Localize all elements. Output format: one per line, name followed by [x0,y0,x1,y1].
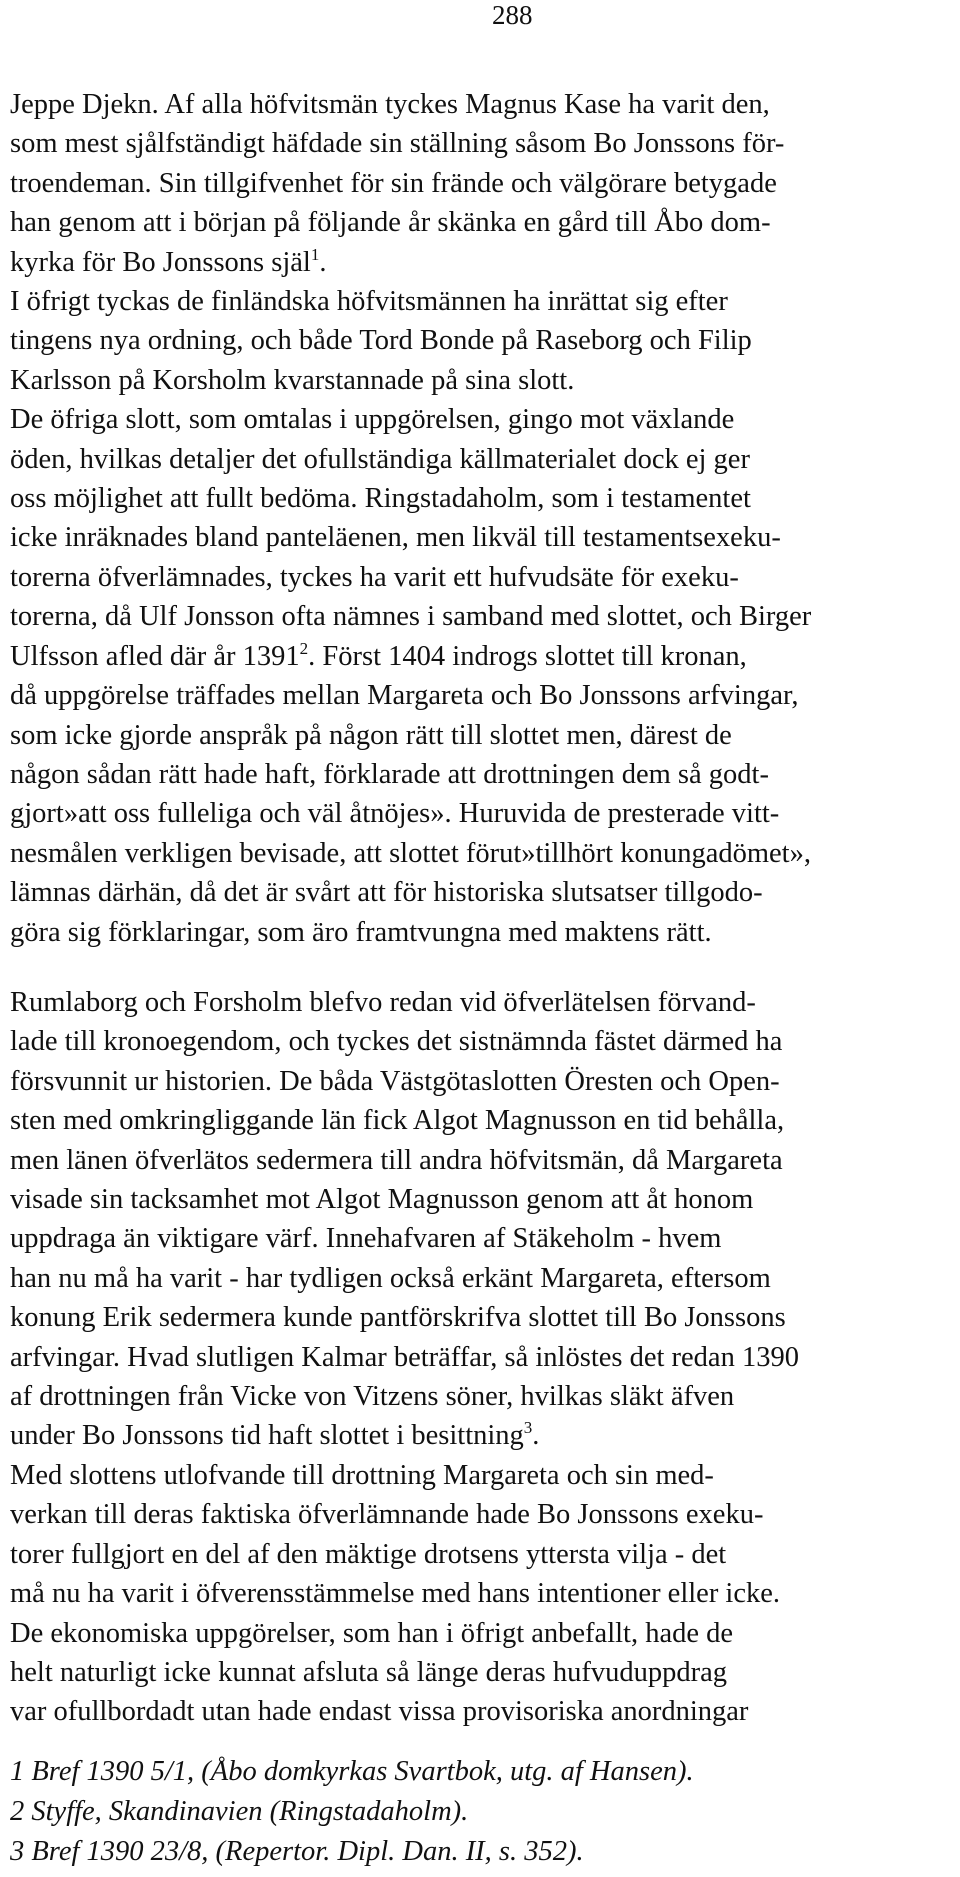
text-run: sten med omkringliggande län fick Algot Magnusson en tid behålla, [10,1105,785,1137]
text-run: var ofullbordadt utan hade endast vissa provisoriska anordningar [10,1696,749,1728]
text-run: torer fullgjort en del af den mäktige drotsens yttersta vilja - det [10,1538,727,1570]
page-number: 288 [492,0,533,30]
text-run: oss möjlighet att fullt bedöma. Ringstadaholm, som i testamentet [10,483,751,515]
text-line [10,1456,955,1495]
footnote: 3 Bref 1390 23/8, (Repertor. Dipl. Dan. II, s. 352). [10,1836,584,1867]
body-paragraph-2 [10,983,955,1732]
text-run: lämnas därhän, då det är svårt att för historiska slutsatser tillgodo- [10,877,763,909]
text-run: uppdraga än viktigare värf. Innehafvaren af Stäkeholm - hvem [10,1223,722,1255]
text-line [10,676,955,715]
text-line [10,400,955,439]
text-line [10,1495,955,1534]
footnote-ref: 3 [523,1418,533,1438]
footnote: 1 Bref 1390 5/1, (Åbo domkyrkas Svartbok, utg. af Hansen). [10,1756,694,1787]
text-run: men länen öfverlätos sedermera till andra höfvitsmän, då Margareta [10,1144,783,1176]
text-run: icke inräknades bland panteläenen, men likväl till testamentsexeku- [10,522,781,554]
text-line [10,124,955,163]
text-line [10,716,955,755]
text-run: I öfrigt tyckas de finländska höfvitsmännen ha inrättat sig efter [10,286,728,318]
text-line [10,203,955,242]
text-line [10,1141,955,1180]
footnote: 2 Styffe, Skandinavien (Ringstadaholm). [10,1796,469,1827]
text-run: under Bo Jonssons tid haft slottet i besittning [10,1420,524,1452]
text-line [10,321,955,360]
text-line [10,637,955,676]
text-run: som mest sjålfständigt häfdade sin ställning såsom Bo Jonssons för- [10,128,785,160]
text-run: . Först 1404 indrogs slottet till kronan, [308,640,747,672]
text-run: någon sådan rätt hade haft, förklarade att drottningen dem så godt- [10,758,769,790]
text-run: arfvingar. Hvad slutligen Kalmar beträffar, så inlöstes det redan 1390 [10,1341,799,1373]
text-line [10,361,955,400]
text-line [10,794,955,833]
text-run: torerna öfverlämnades, tyckes ha varit ett hufvudsäte för exeku- [10,561,739,593]
text-run: helt naturligt icke kunnat afsluta så länge deras hufvuduppdrag [10,1656,728,1688]
text-line [10,755,955,794]
text-line [10,85,955,124]
text-run: lade till kronoegendom, och tyckes det sistnämnda fästet därmed ha [10,1026,783,1058]
text-run: gjort»att oss fulleliga och väl åtnöjes». Huruvida de presterade vitt- [10,798,780,830]
text-line [10,1180,955,1219]
text-run: han genom att i början på följande år skänka en gård till Åbo dom- [10,207,771,239]
text-run: må nu ha varit i öfverensstämmelse med hans intentioner eller icke. [10,1578,781,1610]
text-line [10,1259,955,1298]
text-run: verkan till deras faktiska öfverlämnande hade Bo Jonssons exeku- [10,1499,764,1531]
footnotes [10,1752,694,1872]
text-run: visade sin tacksamhet mot Algot Magnusson genom att åt honom [10,1184,754,1216]
text-run: då uppgörelse träffades mellan Margareta och Bo Jonssons arfvingar, [10,680,799,712]
text-line [10,1219,955,1258]
text-run: som icke gjorde anspråk på någon rätt till slottet men, därest de [10,719,732,751]
text-run: Med slottens utlofvande till drottning Margareta och sin med- [10,1459,714,1491]
text-run: göra sig förklaringar, som äro framtvungna med maktens rätt. [10,916,712,948]
text-run: af drottningen från Vicke von Vitzens söner, hvilkas släkt äfven [10,1381,735,1413]
text-line [10,440,955,479]
body-paragraph-1 [10,85,955,952]
text-line [10,1614,955,1653]
text-run: han nu må ha varit - har tydligen också erkänt Margareta, eftersom [10,1262,771,1294]
text-run: troendeman. Sin tillgifvenhet för sin frände och välgörare betygade [10,167,777,199]
text-line [10,243,955,282]
text-run: Karlsson på Korsholm kvarstannade på sina slott. [10,364,575,396]
text-run: . [319,246,327,278]
text-line [10,1022,955,1061]
text-run: Ulfsson afled där år 1391 [10,640,300,672]
text-line [10,913,955,952]
text-run: kyrka för Bo Jonssons själ [10,246,311,278]
text-line [10,1535,955,1574]
text-line [10,1653,955,1692]
text-run: Jeppe Djekn. Af alla höfvitsmän tyckes Magnus Kase ha varit den, [10,89,770,120]
text-line [10,597,955,636]
text-line [10,1338,955,1377]
text-line [10,1377,955,1416]
text-line [10,518,955,557]
text-line [10,1574,955,1613]
text-line [10,983,955,1022]
text-run: tingens nya ordning, och både Tord Bonde på Raseborg och Filip [10,325,752,357]
text-run: konung Erik sedermera kunde pantförskrifva slottet till Bo Jonssons [10,1302,786,1334]
text-run: öden, hvilkas detaljer det ofullständiga källmaterialet dock ej ger [10,443,750,475]
text-line [10,479,955,518]
text-run: Rumlaborg och Forsholm blefvo redan vid öfverlätelsen förvand- [10,987,756,1018]
text-line [10,558,955,597]
text-line [10,1298,955,1337]
text-run: nesmålen verkligen bevisade, att slottet förut»tillhört konungadömet», [10,837,811,869]
text-line [10,164,955,203]
text-run: De öfriga slott, som omtalas i uppgörelsen, gingo mot växlande [10,404,735,436]
text-run: försvunnit ur historien. De båda Västgötaslotten Öresten och Open- [10,1065,780,1097]
text-run: torerna, då Ulf Jonsson ofta nämnes i samband med slottet, och Birger [10,601,812,633]
text-line [10,873,955,912]
text-run: . [532,1420,540,1452]
text-line [10,1062,955,1101]
footnote-ref: 1 [310,244,320,264]
text-run: De ekonomiska uppgörelser, som han i öfrigt anbefallt, hade de [10,1617,734,1649]
text-line [10,834,955,873]
text-line [10,1692,955,1731]
footnote-ref: 2 [299,638,309,658]
text-line [10,1416,955,1455]
text-line [10,1101,955,1140]
text-line [10,282,955,321]
